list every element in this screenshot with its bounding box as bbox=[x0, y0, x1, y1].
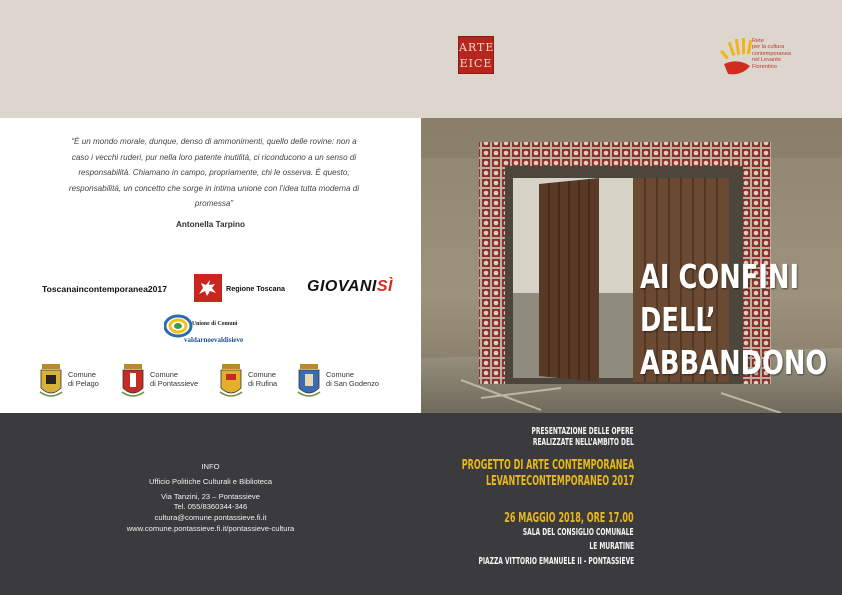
event-intro-line-1: PRESENTAZIONE DELLE OPERE bbox=[531, 426, 634, 437]
event-intro-line-2: REALIZZATE NELL’AMBITO DEL bbox=[533, 437, 634, 448]
pelago-crest-icon bbox=[38, 362, 64, 400]
event-venue-line-3: PIAZZA VITTORIO EMANUELE II - PONTASSIEVE bbox=[478, 556, 634, 567]
comune-rufina-line-2: di Rufina bbox=[248, 379, 278, 388]
unione-label-bottom: valdarnoevaldisieve bbox=[184, 336, 244, 344]
comune-rufina-line-1: Comune bbox=[248, 370, 276, 379]
event-project-line-1: PROGETTO DI ARTE CONTEMPORANEA bbox=[461, 458, 634, 473]
comune-pontassieve-line-1: Comune bbox=[150, 370, 178, 379]
title-line-2: DELL’ bbox=[640, 300, 716, 339]
rete-line-4: nel Levante bbox=[752, 57, 781, 64]
event-venue-line-1: SALA DEL CONSIGLIO COMUNALE bbox=[523, 527, 634, 538]
event-title bbox=[640, 255, 827, 384]
rete-line-1: Rete bbox=[752, 38, 764, 44]
event-project-line-2: LEVANTECONTEMPORANEO 2017 bbox=[485, 474, 634, 489]
si-label: SÌ bbox=[376, 278, 393, 295]
info-email[interactable]: cultura@comune.pontassieve.fi.it bbox=[154, 513, 267, 522]
giovani-label: GIOVANI bbox=[307, 278, 377, 295]
pegasus-icon bbox=[194, 274, 222, 302]
rete-line-3: contemporanea bbox=[752, 50, 791, 57]
comune-pontassieve-label bbox=[150, 370, 198, 388]
comune-rufina-label bbox=[248, 370, 277, 388]
event-date: 26 MAGGIO 2018, ORE 17.00 bbox=[504, 511, 634, 526]
info-heading: INFO bbox=[201, 462, 220, 471]
comune-pelago-label bbox=[68, 370, 99, 388]
title-line-1: AI CONFINI bbox=[640, 257, 800, 296]
comune-pontassieve-line-2: di Pontassieve bbox=[150, 379, 199, 388]
info-office: Ufficio Politiche Culturali e Biblioteca bbox=[148, 477, 273, 486]
arte-logo-line-1: ARTE bbox=[459, 41, 495, 54]
rete-text bbox=[752, 38, 791, 70]
title-line-3: ABBANDONO bbox=[640, 343, 828, 382]
arte-logo bbox=[458, 36, 494, 74]
event-venue-line-2: LE MURATINE bbox=[589, 541, 634, 552]
comune-pelago-line-1: Comune bbox=[68, 370, 96, 379]
info-phone: Tel. 055/8360344-346 bbox=[173, 502, 248, 511]
toscana-contemporanea-label: Toscanaincontemporanea2017 bbox=[42, 284, 167, 294]
comune-san-godenzo-label bbox=[326, 370, 379, 388]
san-godenzo-crest-icon bbox=[296, 362, 322, 400]
unione-label-top: Unione di Comuni bbox=[192, 321, 238, 327]
comune-san-godenzo-line-2: di San Godenzo bbox=[326, 379, 380, 388]
quote-text: “È un mondo morale, dunque, denso di ammonimenti, quello delle rovine: non a caso i vecchi ruderi, pur nella loro patente inutilità, ci riconducono a un senso di responsabilità. Chiamano in campo, propriamente, chi le osserva. È questo, responsabilità, un concetto che sorge in intima unione con l’idea tutta moderna di promessa” bbox=[68, 137, 360, 209]
quote-author: Antonella Tarpino bbox=[176, 220, 245, 229]
info-address: Via Tanzini, 23 – Pontassieve bbox=[161, 492, 260, 501]
rete-line-5: Fiorentino bbox=[752, 63, 777, 70]
info-website[interactable]: www.comune.pontassieve.fi.it/pontassieve-cultura bbox=[126, 524, 295, 533]
rete-line-2: per la cultura bbox=[752, 44, 785, 51]
comune-san-godenzo-line-1: Comune bbox=[326, 370, 354, 379]
comune-pelago-line-2: di Pelago bbox=[68, 379, 99, 388]
giovani-si-logo bbox=[307, 278, 393, 296]
regione-toscana-label: Regione Toscana bbox=[226, 284, 285, 293]
arte-logo-line-2: EICE bbox=[459, 57, 493, 70]
pontassieve-crest-icon bbox=[120, 362, 146, 400]
top-band bbox=[0, 0, 842, 118]
rufina-crest-icon bbox=[218, 362, 244, 400]
